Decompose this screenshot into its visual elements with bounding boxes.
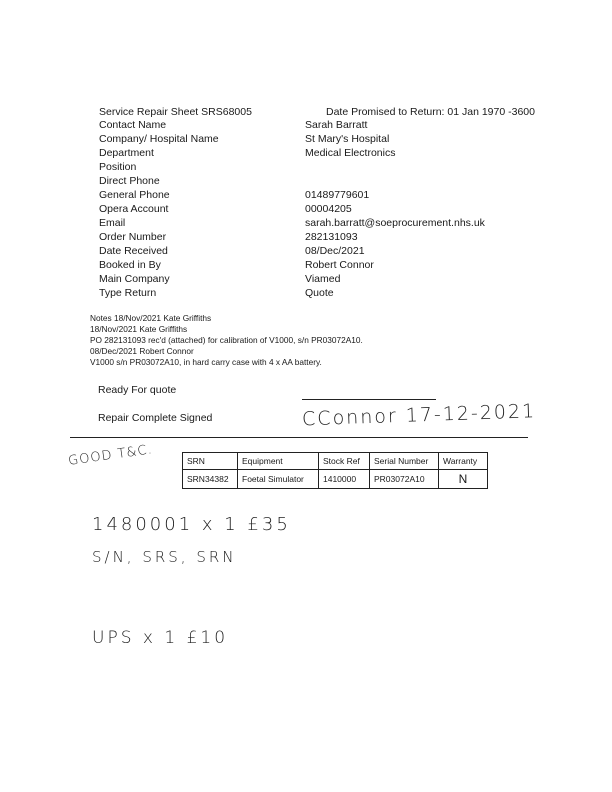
field-label: Booked in By <box>99 259 161 271</box>
note-line: PO 282131093 rec'd (attached) for calibration of V1000, s/n PR03072A10. <box>90 335 363 345</box>
repair-complete-label: Repair Complete Signed <box>98 412 213 424</box>
column-header: Equipment <box>238 453 319 470</box>
sheet-title: Service Repair Sheet SRS68005 <box>99 106 252 118</box>
field-value: 08/Dec/2021 <box>305 245 365 257</box>
table-header-row <box>183 453 488 470</box>
field-value: 282131093 <box>305 231 358 243</box>
note-line: V1000 s/n PR03072A10, in hard carry case with 4 x AA battery. <box>90 357 322 367</box>
handwritten-line-1: 1480001 x 1 £35 <box>92 514 291 535</box>
date-promised: Date Promised to Return: 01 Jan 1970 -3600 <box>326 106 535 118</box>
field-label: Date Received <box>99 245 168 257</box>
table-cell: 1410000 <box>319 470 370 489</box>
note-line: Notes 18/Nov/2021 Kate Griffiths <box>90 313 212 323</box>
field-label: Company/ Hospital Name <box>99 133 219 145</box>
field-label: Position <box>99 161 137 173</box>
field-value: Medical Electronics <box>305 147 396 159</box>
field-label: Order Number <box>99 231 167 243</box>
section-divider <box>70 437 528 438</box>
field-value: 00004205 <box>305 203 352 215</box>
field-label: Department <box>99 147 154 159</box>
field-value: 01489779601 <box>305 189 370 201</box>
field-label: Direct Phone <box>99 175 160 187</box>
field-label: Main Company <box>99 273 170 285</box>
field-value: Viamed <box>305 273 341 285</box>
field-label: Type Return <box>99 287 157 299</box>
note-line: 08/Dec/2021 Robert Connor <box>90 346 194 356</box>
field-label: Contact Name <box>99 119 167 131</box>
field-value: Robert Connor <box>305 259 374 271</box>
table-cell: Foetal Simulator <box>238 470 319 489</box>
signature-text: CConnor 17-12-2021 <box>301 400 537 431</box>
field-label: Email <box>99 217 126 229</box>
field-value: Sarah Barratt <box>305 119 368 131</box>
equipment-table <box>182 452 488 489</box>
column-header: Stock Ref <box>319 453 370 470</box>
ready-for-quote-label: Ready For quote <box>98 384 177 396</box>
field-value: sarah.barratt@soeprocurement.nhs.uk <box>305 217 485 229</box>
repair-complete-signature <box>298 400 537 431</box>
table-cell: PR03072A10 <box>370 470 439 489</box>
field-label: Opera Account <box>99 203 169 215</box>
column-header: Serial Number <box>370 453 439 470</box>
handwritten-line-2: S/N, SRS, SRN <box>92 548 237 566</box>
table-row <box>183 470 488 489</box>
handwritten-line-3: UPS x 1 £10 <box>92 628 229 648</box>
handwritten-good-tc: GOOD T&C. <box>67 442 154 469</box>
note-line: 18/Nov/2021 Kate Griffiths <box>90 324 188 334</box>
column-header: Warranty <box>439 453 488 470</box>
column-header: SRN <box>183 453 238 470</box>
field-value: St Mary's Hospital <box>305 133 390 145</box>
table-cell: SRN34382 <box>183 470 238 489</box>
field-label: General Phone <box>99 189 170 201</box>
field-value: Quote <box>305 287 334 299</box>
table-cell: N <box>439 470 488 489</box>
